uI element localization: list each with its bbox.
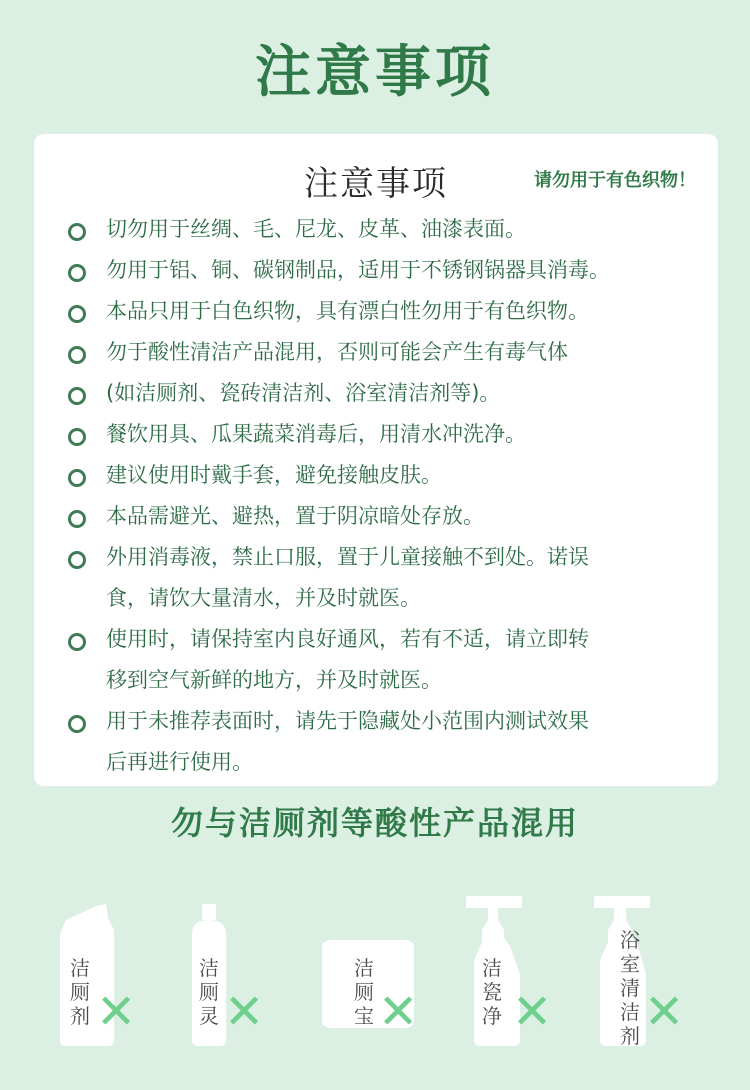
circle-bullet-icon: [68, 469, 86, 487]
cross-mark-icon: ✕: [224, 984, 265, 1040]
notice-text: 本品需避光、避热，置于阴凉暗处存放。: [106, 504, 484, 528]
notice-text-continued: 食，请饮大量清水，并及时就医。: [106, 586, 421, 610]
notice-item: [34, 458, 718, 498]
product-label: 洁厕宝: [354, 956, 374, 1028]
notice-item: [34, 704, 718, 786]
tablet-box-icon: [312, 890, 442, 1050]
circle-bullet-icon: [68, 715, 86, 733]
notice-item: [34, 540, 718, 622]
circle-bullet-icon: [68, 510, 86, 528]
notice-item: [34, 499, 718, 539]
card-title: 注意事项: [304, 164, 448, 204]
product-toilet-liquid: [184, 890, 314, 1050]
notice-text-continued: 后再进行使用。: [106, 750, 253, 774]
product-toilet-cleaner: [48, 890, 178, 1050]
circle-bullet-icon: [68, 633, 86, 651]
cross-mark-icon: ✕: [512, 984, 553, 1040]
product-label: 浴室清洁剂: [620, 928, 640, 1048]
circle-bullet-icon: [68, 387, 86, 405]
page-title: 注意事项: [255, 40, 495, 105]
notice-text-continued: 移到空气新鲜的地方，并及时就医。: [106, 668, 442, 692]
notice-item: [34, 294, 718, 334]
cross-mark-icon: ✕: [378, 984, 419, 1040]
notice-item: [34, 253, 718, 293]
cross-mark-icon: ✕: [644, 984, 685, 1040]
notice-item: [34, 417, 718, 457]
mixing-warning-heading: 勿与洁厕剂等酸性产品混用: [170, 804, 579, 842]
circle-bullet-icon: [68, 346, 86, 364]
circle-bullet-icon: [68, 305, 86, 323]
notice-card: [34, 134, 718, 786]
notice-item: [34, 335, 718, 375]
notice-text: 餐饮用具、瓜果蔬菜消毒后，用清水冲洗净。: [106, 422, 526, 446]
circle-bullet-icon: [68, 428, 86, 446]
notice-item: [34, 212, 718, 252]
notice-text: 使用时，请保持室内良好通风，若有不适，请立即转: [106, 627, 589, 651]
notice-text: 切勿用于丝绸、毛、尼龙、皮革、油漆表面。: [106, 217, 526, 241]
colored-fabric-warning: 请勿用于有色织物！: [534, 170, 696, 191]
circle-bullet-icon: [68, 223, 86, 241]
notice-item: [34, 376, 718, 416]
product-ceramic-cleaner: [458, 890, 588, 1050]
product-bathroom-cleaner: [590, 890, 720, 1050]
circle-bullet-icon: [68, 264, 86, 282]
circle-bullet-icon: [68, 551, 86, 569]
notice-text: 外用消毒液，禁止口服，置于儿童接触不到处。诺误: [106, 545, 589, 569]
notice-text: 勿用于铝、铜、碳钢制品，适用于不锈钢锅器具消毒。: [106, 258, 610, 282]
product-toilet-block: [312, 890, 442, 1050]
product-label: 洁瓷净: [482, 956, 502, 1028]
cross-mark-icon: ✕: [96, 984, 137, 1040]
notice-text: (如洁厕剂、瓷砖清洁剂、浴室清洁剂等)。: [106, 381, 501, 405]
notice-text: 建议使用时戴手套，避免接触皮肤。: [106, 463, 442, 487]
notice-text: 用于未推荐表面时，请先于隐藏处小范围内测试效果: [106, 709, 589, 733]
notice-text: 本品只用于白色织物，具有漂白性勿用于有色织物。: [106, 299, 589, 323]
product-label: 洁厕灵: [199, 956, 219, 1028]
notice-item: [34, 622, 718, 704]
notice-text: 勿于酸性清洁产品混用，否则可能会产生有毒气体: [106, 340, 568, 364]
product-label: 洁厕剂: [70, 956, 90, 1028]
